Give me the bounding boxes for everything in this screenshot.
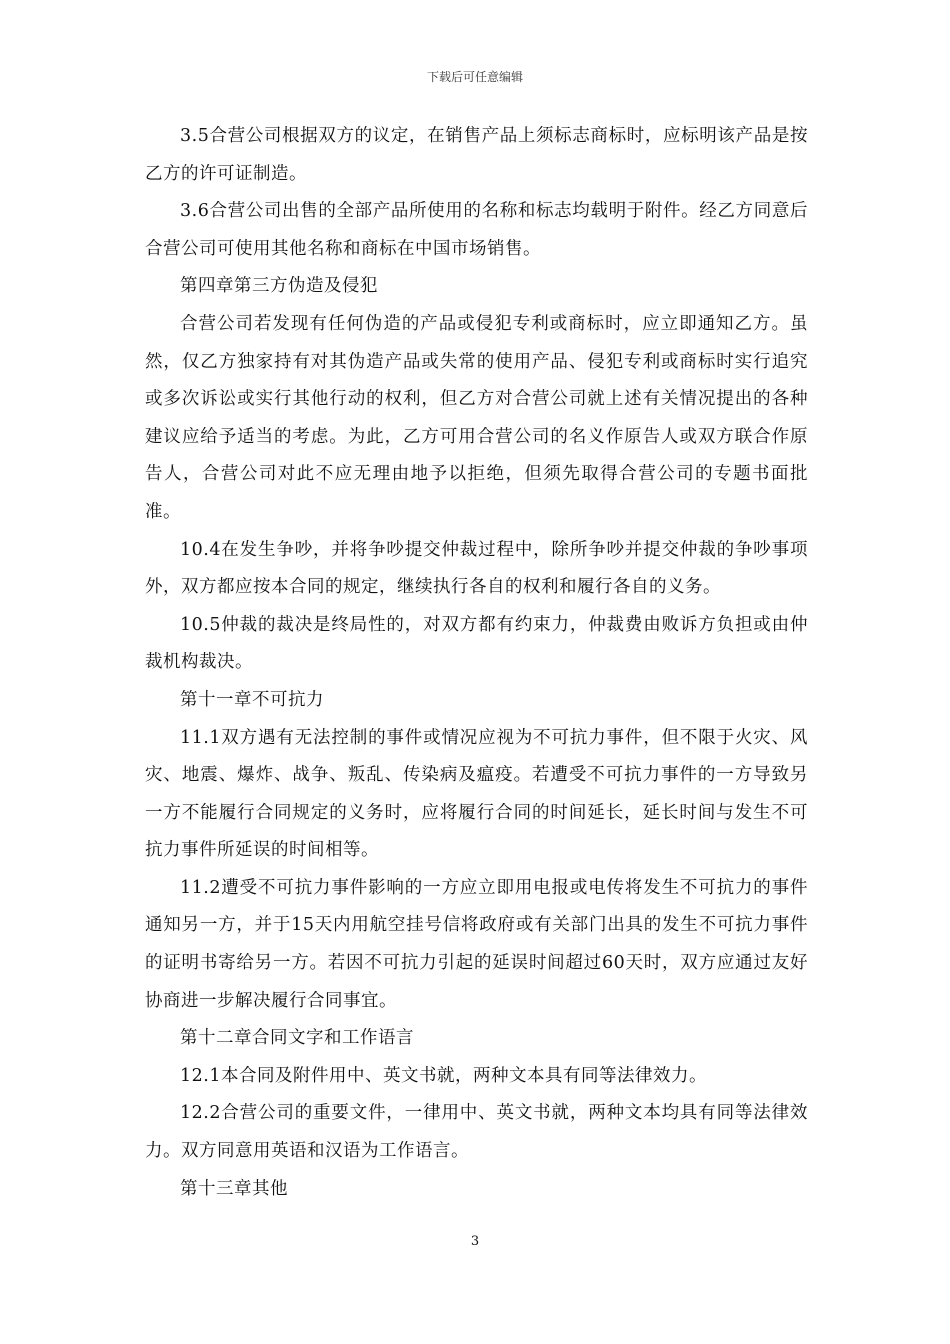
chapter-heading-11: 第十一章不可抗力 (180, 689, 324, 710)
paragraph-3-6: 3.6合营公司出售的全部产品所使用的名称和标志均载明于附件。经乙方同意后合营公司可使用其他名称和商标在中国市场销售。 (145, 201, 808, 259)
chapter-heading-12: 第十二章合同文字和工作语言 (180, 1028, 414, 1049)
paragraph-10-4: 10.4在发生争吵，并将争吵提交仲裁过程中，除所争吵并提交仲裁的争吵事项外，双方都应按本合同的规定，继续执行各自的权利和履行各自的义务。 (145, 539, 808, 598)
paragraph-3-5: 3.5合营公司根据双方的议定，在销售产品上须标志商标时，应标明该产品是按乙方的许可证制造。 (145, 126, 808, 184)
document-body (145, 118, 808, 1208)
page-header: 下载后可任意编辑 (426, 70, 523, 84)
paragraph-11-1: 11.1双方遇有无法控制的事件或情况应视为不可抗力事件，但不限于火灾、风灾、地震、爆炸、战争、叛乱、传染病及瘟疫。若遭受不可抗力事件的一方导致另一方不能履行合同规定的义务时，应将履行合同的时间延长，延长时间与发生不可抗力事件所延误的时间相等。 (145, 727, 808, 861)
chapter-heading-4: 第四章第三方伪造及侵犯 (180, 276, 378, 297)
paragraph-10-5: 10.5仲裁的裁决是终局性的，对双方都有约束力，仲裁费由败诉方负担或由仲裁机构裁决。 (145, 614, 808, 673)
paragraph-infringement: 合营公司若发现有任何伪造的产品或侵犯专利或商标时，应立即通知乙方。虽然，仅乙方独家持有对其伪造产品或失常的使用产品、侵犯专利或商标时实行追究或多次诉讼或实行其他行动的权利，但乙方对合营公司就上述有关情况提出的各种建议应给予适当的考虑。为此，乙方可用合营公司的名义作原告人或双方联合作原告人，合营公司对此不应无理由地予以拒绝，但须先取得合营公司的专题书面批准。 (145, 313, 808, 522)
page-number: 3 (470, 1234, 480, 1249)
paragraph-11-2: 11.2遭受不可抗力事件影响的一方应立即用电报或电传将发生不可抗力的事件通知另一方，并于15天内用航空挂号信将政府或有关部门出具的发生不可抗力事件的证明书寄给另一方。若因不可抗力引起的延误时间超过60天时，双方应通过友好协商进一步解决履行合同事宜。 (145, 877, 808, 1011)
paragraph-12-1: 12.1本合同及附件用中、英文书就，两种文本具有同等法律效力。 (180, 1065, 707, 1086)
chapter-heading-13: 第十三章其他 (180, 1178, 288, 1199)
paragraph-12-2: 12.2合营公司的重要文件，一律用中、英文书就，两种文本均具有同等法律效力。双方同意用英语和汉语为工作语言。 (145, 1103, 808, 1162)
